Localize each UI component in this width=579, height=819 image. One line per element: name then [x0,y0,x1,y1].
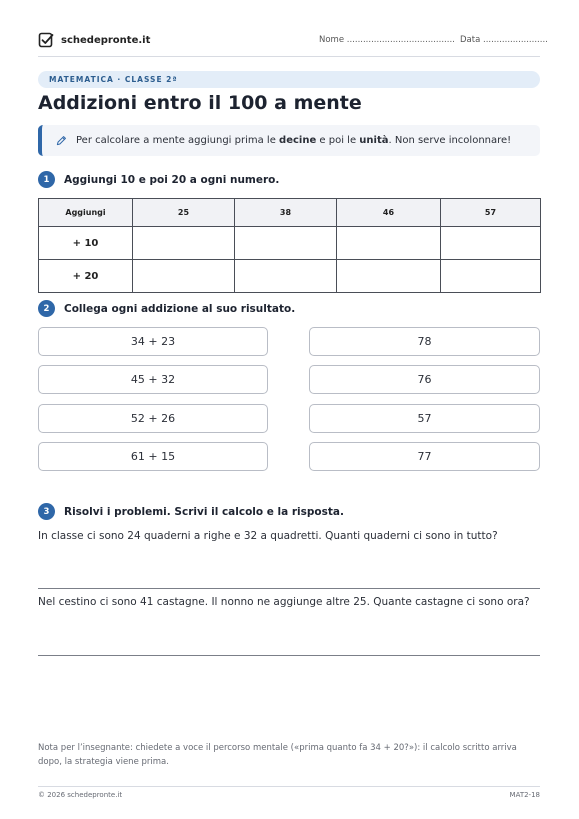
tip-box [38,125,540,156]
result-box[interactable]: 76 [309,365,540,394]
date-field[interactable]: Data ........................ [460,35,548,45]
answer-line[interactable] [38,655,540,656]
section-2-heading [38,300,295,317]
teacher-note: Nota per l’insegnante: chiedete a voce il percorso mentale («prima quanto fa 34 + 20?»): il calcolo scritto arriva dopo, la strategia viene prima. [38,743,517,767]
tip-text: Per calcolare a mente aggiungi prima le decine e poi le unità. Non serve incolonnare! [76,135,512,146]
result-box[interactable]: 78 [309,327,540,356]
result-box[interactable]: 77 [309,442,540,471]
answer-cell[interactable] [133,260,235,293]
table-header: 38 [235,199,337,227]
pencil-icon [56,135,67,146]
row-label: + 20 [39,260,133,293]
addition-box[interactable]: 34 + 23 [38,327,268,356]
section-number: 3 [38,503,55,520]
table-row [39,227,541,260]
table-header: 46 [337,199,441,227]
word-problem: In classe ci sono 24 quaderni a righe e 32 a quadretti. Quanti quaderni ci sono in tutto? [38,530,498,542]
section-number: 1 [38,171,55,188]
section-label: Collega ogni addizione al suo risultato. [64,302,296,315]
brand-name: schedepronte.it [61,34,151,46]
answer-cell[interactable] [133,227,235,260]
result-box[interactable]: 57 [309,404,540,433]
name-field[interactable]: Nome ........................................ [319,35,455,45]
section-label: Aggiungi 10 e poi 20 a ogni numero. [64,173,280,186]
table-row [39,260,541,293]
header-divider [38,56,540,57]
answer-cell[interactable] [337,260,441,293]
addition-box[interactable]: 61 + 15 [38,442,268,471]
subject-label: MATEMATICA · CLASSE 2ª [49,75,178,84]
table-header: Aggiungi [39,199,133,227]
row-label: + 10 [39,227,133,260]
table-header: 25 [133,199,235,227]
footer-copyright: © 2026 schedepronte.it [38,791,123,799]
brand [38,30,150,50]
answer-cell[interactable] [441,227,541,260]
checkbox-check-icon [38,32,54,48]
addition-table [38,198,541,293]
page-title: Addizioni entro il 100 a mente [38,92,362,114]
section-1-heading [38,171,279,188]
answer-cell[interactable] [337,227,441,260]
answer-cell[interactable] [235,227,337,260]
table-header-row [39,199,541,227]
table-header: 57 [441,199,541,227]
answer-line[interactable] [38,588,540,589]
answer-cell[interactable] [441,260,541,293]
section-label: Risolvi i problemi. Scrivi il calcolo e la risposta. [64,505,344,518]
footer-code: MAT2-18 [509,791,540,799]
section-3-heading [38,503,344,520]
addition-box[interactable]: 45 + 32 [38,365,268,394]
subject-band [38,71,540,88]
answer-cell[interactable] [235,260,337,293]
addition-box[interactable]: 52 + 26 [38,404,268,433]
footer-divider [38,786,540,787]
worksheet-page [38,0,548,819]
section-number: 2 [38,300,55,317]
word-problem: Nel cestino ci sono 41 castagne. Il nonno ne aggiunge altre 25. Quante castagne ci sono ora? [38,596,530,608]
